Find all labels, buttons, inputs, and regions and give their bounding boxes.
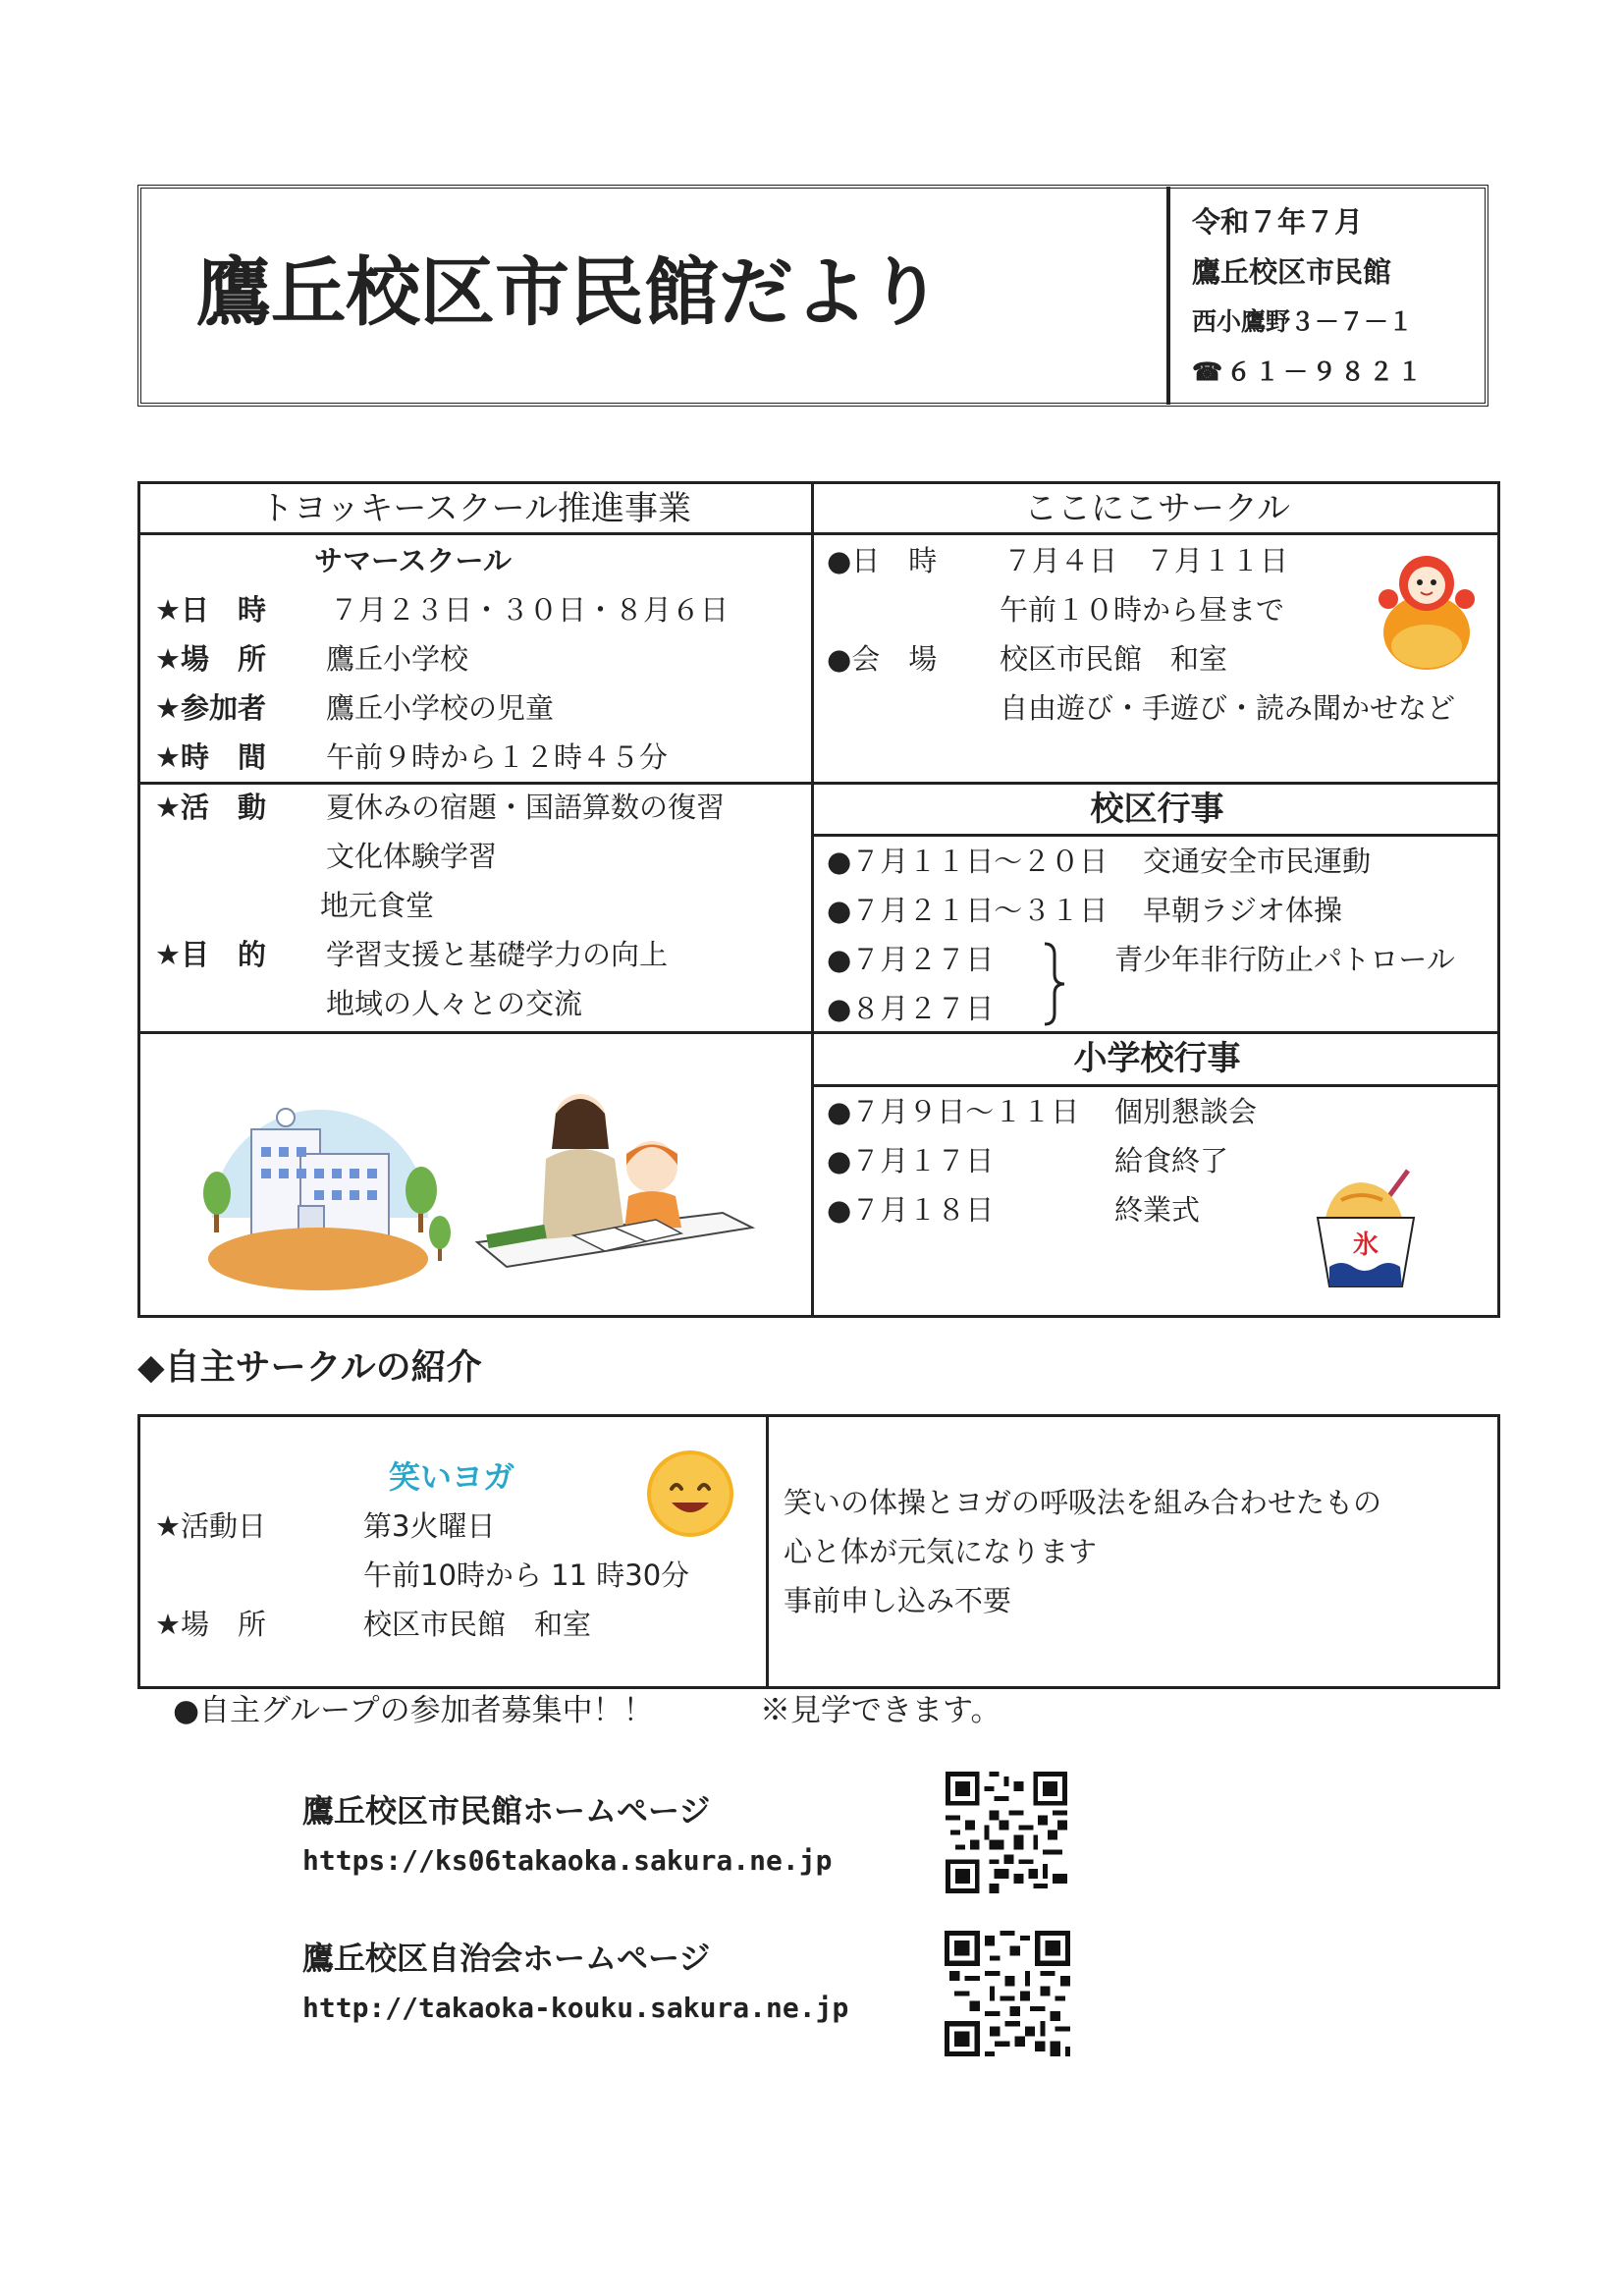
page-title: 鷹丘校区市民館だより xyxy=(196,248,943,336)
patrol-date: ●７月２７日 xyxy=(827,943,995,976)
purpose-label: ★目 的 xyxy=(155,938,266,971)
summer-row-value: ７月２３日・３０日・８月６日 xyxy=(330,593,730,627)
district-event-name: 交通安全市民運動 xyxy=(1143,845,1372,878)
purpose-item: 地域の人々との交流 xyxy=(326,987,583,1020)
phone-number: ☎６１－９８２１ xyxy=(1192,357,1427,386)
link-url[interactable]: http://takaoka-kouku.sakura.ne.jp xyxy=(302,1992,849,2024)
summer-row-label: ★参加者 xyxy=(155,691,266,725)
summer-split-line xyxy=(137,782,813,785)
circle-day-label: ★活動日 xyxy=(155,1509,266,1543)
school-study-illustration xyxy=(192,1070,762,1296)
visit-notice: ※見学できます。 xyxy=(760,1693,1001,1728)
school-event-name: 終業式 xyxy=(1114,1193,1201,1227)
address: 西小鷹野３－７－１ xyxy=(1192,307,1414,336)
issue-date: 令和７年７月 xyxy=(1192,205,1364,239)
recruit-notice: ●自主グループの参加者募集中！！ xyxy=(173,1693,654,1728)
school-event-name: 個別懇談会 xyxy=(1114,1095,1258,1128)
summer-row-value: 鷹丘小学校の児童 xyxy=(326,691,555,725)
link-url[interactable]: https://ks06takaoka.sakura.ne.jp xyxy=(302,1844,833,1877)
summer-row-value: 午前９時から１２時４５分 xyxy=(326,740,669,774)
qr-code-icon[interactable] xyxy=(941,1772,1072,1893)
daruma-doll-icon xyxy=(1375,548,1479,672)
summer-row-value: 鷹丘小学校 xyxy=(326,642,469,676)
district-heading: 校区行事 xyxy=(1090,790,1224,829)
link-title: 鷹丘校区市民館ホームページ xyxy=(302,1792,711,1830)
activity-item: 夏休みの宿題・国語算数の復習 xyxy=(326,791,726,824)
district-event-date: ●７月１１日～２０日 xyxy=(827,845,1109,878)
circle-description: 笑いの体操とヨガの呼吸法を組み合わせたもの xyxy=(784,1486,1382,1519)
district-event-date: ●７月２１日～３１日 xyxy=(827,894,1109,927)
niconico-venue-value: 校区市民館 和室 xyxy=(1000,642,1228,676)
school-heading-line xyxy=(811,1084,1500,1087)
school-event-date: ●７月９日～１１日 xyxy=(827,1095,1080,1128)
summer-row-label: ★日 時 xyxy=(155,593,266,627)
illustration-top-line xyxy=(137,1031,813,1034)
shaved-ice-icon xyxy=(1312,1169,1420,1292)
activity-item: 地元食堂 xyxy=(320,889,435,922)
niconico-date-label: ●日 時 xyxy=(827,544,938,577)
summer-row-label: ★場 所 xyxy=(155,642,266,676)
purpose-item: 学習支援と基礎学力の向上 xyxy=(326,938,669,971)
circle-place-label: ★場 所 xyxy=(155,1608,266,1641)
smiley-icon xyxy=(644,1448,736,1540)
activity-label: ★活 動 xyxy=(155,791,266,824)
circle-box-divider xyxy=(766,1414,769,1689)
circle-day-value: 第3火曜日 xyxy=(363,1509,496,1543)
header-divider xyxy=(1166,187,1170,405)
niconico-activities: 自由遊び・手遊び・読み聞かせなど xyxy=(1000,691,1456,725)
patrol-date: ●８月２７日 xyxy=(827,992,995,1025)
school-heading: 小学校行事 xyxy=(1073,1039,1241,1078)
org-name: 鷹丘校区市民館 xyxy=(1192,255,1392,289)
niconico-venue-label: ●会 場 xyxy=(827,642,938,676)
patrol-event: 青少年非行防止パトロール xyxy=(1114,943,1455,976)
qr-code-icon[interactable] xyxy=(945,1931,1070,2056)
niconico-date-value: ７月４日 ７月１１日 xyxy=(1003,544,1289,577)
circle-name: 笑いヨガ xyxy=(389,1458,515,1496)
summer-row-label: ★時 間 xyxy=(155,740,266,774)
district-event-name: 早朝ラジオ体操 xyxy=(1143,894,1343,927)
school-event-date: ●７月１８日 xyxy=(827,1193,995,1227)
niconico-time-value: 午前１０時から昼まで xyxy=(1000,593,1285,627)
niconico-heading: ここにこサークル xyxy=(1024,489,1290,528)
school-event-name: 給食終了 xyxy=(1114,1144,1229,1177)
school-event-date: ●７月１７日 xyxy=(827,1144,995,1177)
brace-icon xyxy=(1041,941,1074,1027)
circle-description: 事前申し込み不要 xyxy=(784,1584,1012,1617)
activity-item: 文化体験学習 xyxy=(326,840,498,873)
circle-time-value: 午前10時から 11 時30分 xyxy=(363,1558,690,1592)
circle-intro-heading: ◆自主サークルの紹介 xyxy=(137,1346,482,1388)
ice-label: 氷 xyxy=(1353,1230,1380,1260)
summer-subtitle: サマースクール xyxy=(314,544,512,577)
circle-place-value: 校区市民館 和室 xyxy=(363,1608,592,1641)
grid-vertical-divider xyxy=(811,481,814,1318)
summer-heading: トヨッキースクール推進事業 xyxy=(260,489,691,528)
link-title: 鷹丘校区自治会ホームページ xyxy=(302,1940,711,1977)
circle-description: 心と体が元気になります xyxy=(784,1535,1098,1568)
